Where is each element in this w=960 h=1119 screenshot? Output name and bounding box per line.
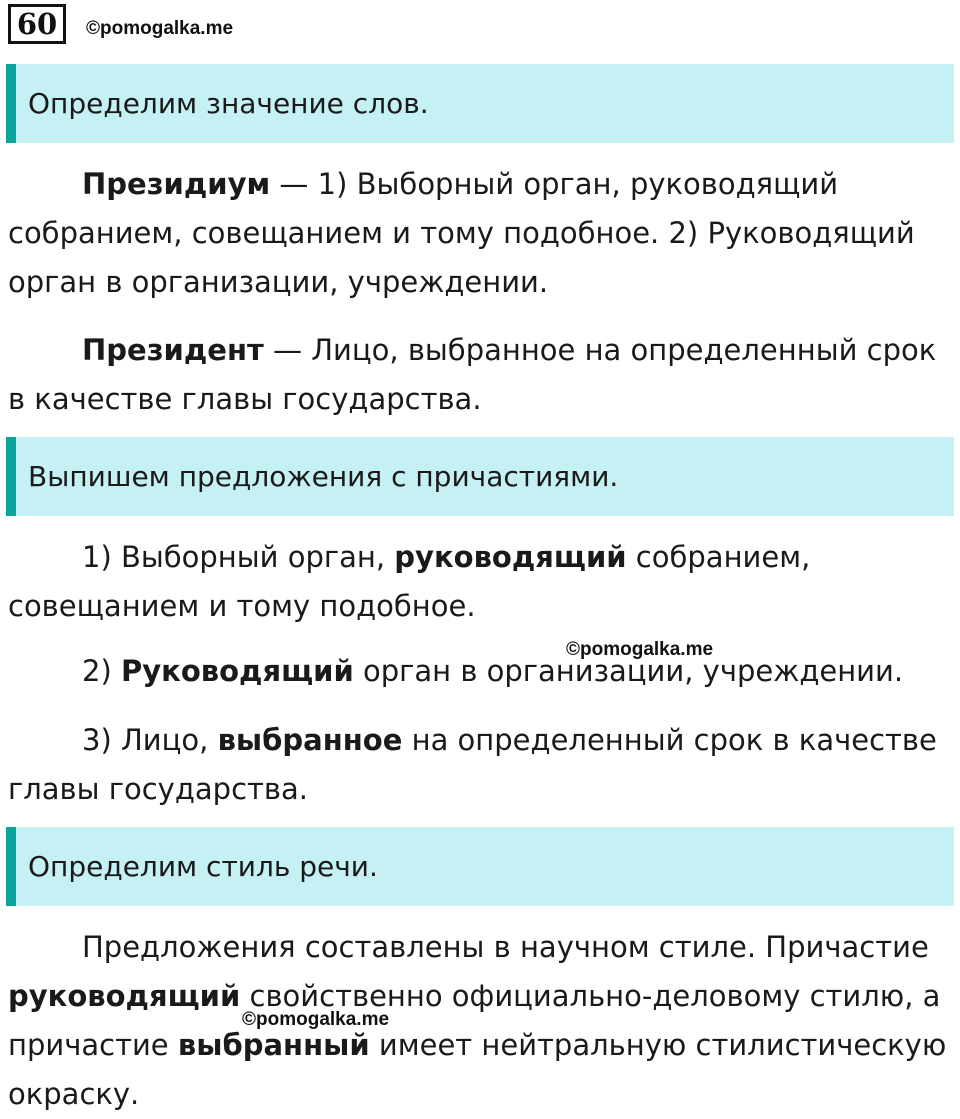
section-header-participles <box>6 437 954 516</box>
section-header-style <box>6 827 954 906</box>
style-conclusion <box>8 923 952 1119</box>
participle: Руководящий <box>120 654 354 688</box>
sentence-3 <box>8 716 952 814</box>
conclusion-text: свойственно официально-деловому стилю, а причастие <box>8 979 941 1062</box>
section-header-meanings <box>6 64 954 143</box>
section-title: Определим значение слов. <box>28 87 429 120</box>
definition-text: — 1) Выборный орган, руководящий собранием, совещанием и тому подобное. 2) Руководящий орган в организации, учреждении. <box>8 167 915 299</box>
task-number: 60 <box>8 4 66 44</box>
sentence-text: на определенный срок в качестве главы государства. <box>8 723 937 806</box>
definition-prezidium <box>8 160 952 307</box>
definition-text: — Лицо, выбранное на определенный срок в качестве главы государства. <box>8 333 937 416</box>
section-title: Определим стиль речи. <box>28 850 378 883</box>
participle: выбранное <box>217 723 403 757</box>
sentence-text: 2) <box>82 654 121 688</box>
participle: руководящий <box>8 979 241 1013</box>
watermark-bottom: ©pomogalka.me <box>242 1009 390 1030</box>
sentence-1 <box>8 533 952 631</box>
watermark-mid: ©pomogalka.me <box>566 639 714 660</box>
section-title: Выпишем предложения с причастиями. <box>28 460 619 493</box>
participle: выбранный <box>177 1028 370 1062</box>
conclusion-text: имеет нейтральную стилистическую окраску. <box>8 1028 947 1111</box>
watermark-top: ©pomogalka.me <box>86 18 234 39</box>
sentence-text: собранием, совещанием и тому подобное. <box>8 540 811 623</box>
term: Президент <box>82 333 264 367</box>
sentence-text: 3) Лицо, <box>82 723 218 757</box>
definition-prezident <box>8 326 952 424</box>
term: Президиум <box>82 167 271 201</box>
conclusion-text: Предложения составлены в научном стиле. Причастие <box>82 930 929 964</box>
sentence-text: орган в организации, учреждении. <box>353 654 904 688</box>
participle: руководящий <box>394 540 627 574</box>
sentence-2 <box>8 647 952 696</box>
sentence-text: 1) Выборный орган, <box>82 540 395 574</box>
